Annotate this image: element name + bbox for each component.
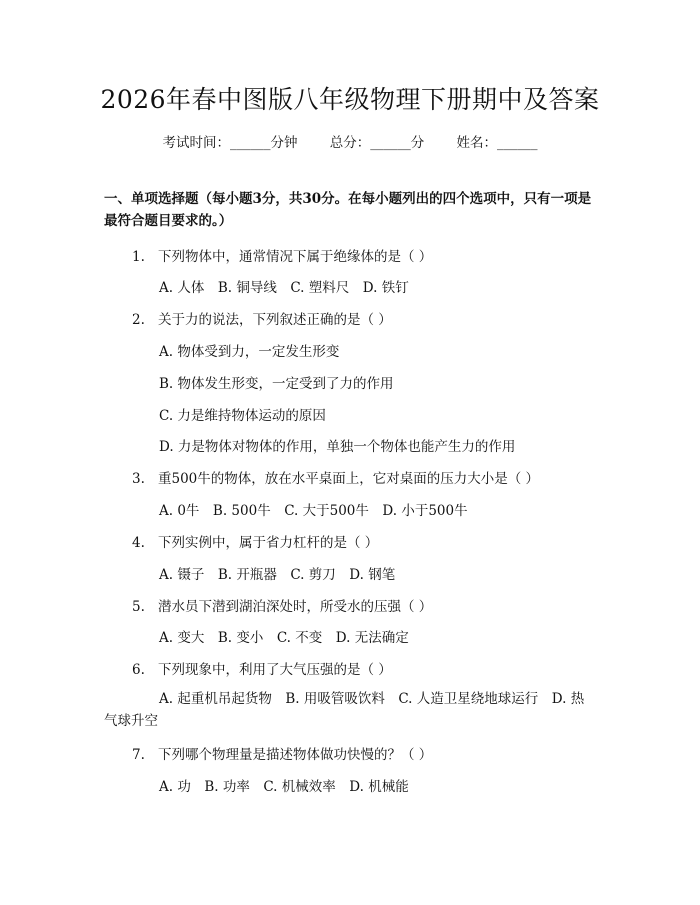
page-title: 2026年春中图版八年级物理下册期中及答案 (100, 85, 600, 114)
question-number: 1. (132, 249, 145, 265)
section-heading: 一、单项选择题（每小题3分，共30分。在每小题列出的四个选项中，只有一项是最符合题目要求的。） (104, 191, 592, 229)
question-1-options: A. 人体 B. 铜导线 C. 塑料尺 D. 铁钉 (159, 280, 409, 296)
question-number: 2. (132, 312, 145, 328)
question-6 (132, 658, 392, 678)
question-text: 下列实例中，属于省力杠杆的是（ ） (158, 535, 379, 551)
question-7 (132, 743, 432, 763)
question-1 (132, 245, 432, 265)
question-number: 5. (132, 599, 145, 615)
question-6-options: A. 起重机吊起货物 B. 用吸管吸饮料 C. 人造卫星绕地球运行 D. 热气球升空 (104, 691, 585, 729)
question-2-option-d: D. 力是物体对物体的作用，单独一个物体也能产生力的作用 (159, 439, 516, 455)
question-7-options: A. 功 B. 功率 C. 机械效率 D. 机械能 (159, 779, 409, 795)
question-5 (132, 595, 432, 615)
question-2-option-b: B. 物体发生形变，一定受到了力的作用 (159, 376, 394, 392)
question-3 (132, 467, 539, 487)
question-text: 潜水员下潜到湖泊深处时，所受水的压强（ ） (158, 599, 433, 615)
question-number: 6. (132, 662, 145, 678)
question-text: 下列物体中，通常情况下属于绝缘体的是（ ） (158, 249, 433, 265)
question-number: 7. (132, 747, 145, 763)
question-number: 3. (132, 471, 145, 487)
student-name: 姓名：______ (456, 135, 538, 151)
question-number: 4. (132, 535, 145, 551)
question-2-option-a: A. 物体受到力，一定发生形变 (159, 344, 340, 360)
question-text: 下列现象中，利用了大气压强的是（ ） (158, 662, 392, 678)
question-5-options: A. 变大 B. 变小 C. 不变 D. 无法确定 (159, 630, 409, 646)
exam-info (0, 131, 700, 151)
total-score: 总分：______分 (329, 135, 425, 151)
exam-time: 考试时间：______分钟 (162, 135, 298, 151)
question-3-options: A. 0牛 B. 500牛 C. 大于500牛 D. 小于500牛 (159, 503, 468, 519)
question-text: 下列哪个物理量是描述物体做功快慢的？（ ） (158, 747, 433, 763)
question-4-options: A. 镊子 B. 开瓶器 C. 剪刀 D. 钢笔 (159, 567, 396, 583)
question-2 (132, 308, 392, 328)
question-text: 重500牛的物体，放在水平桌面上，它对桌面的压力大小是（ ） (158, 471, 540, 487)
question-text: 关于力的说法，下列叙述正确的是（ ） (158, 312, 392, 328)
question-2-option-c: C. 力是维持物体运动的原因 (159, 408, 326, 424)
question-4 (132, 531, 378, 551)
